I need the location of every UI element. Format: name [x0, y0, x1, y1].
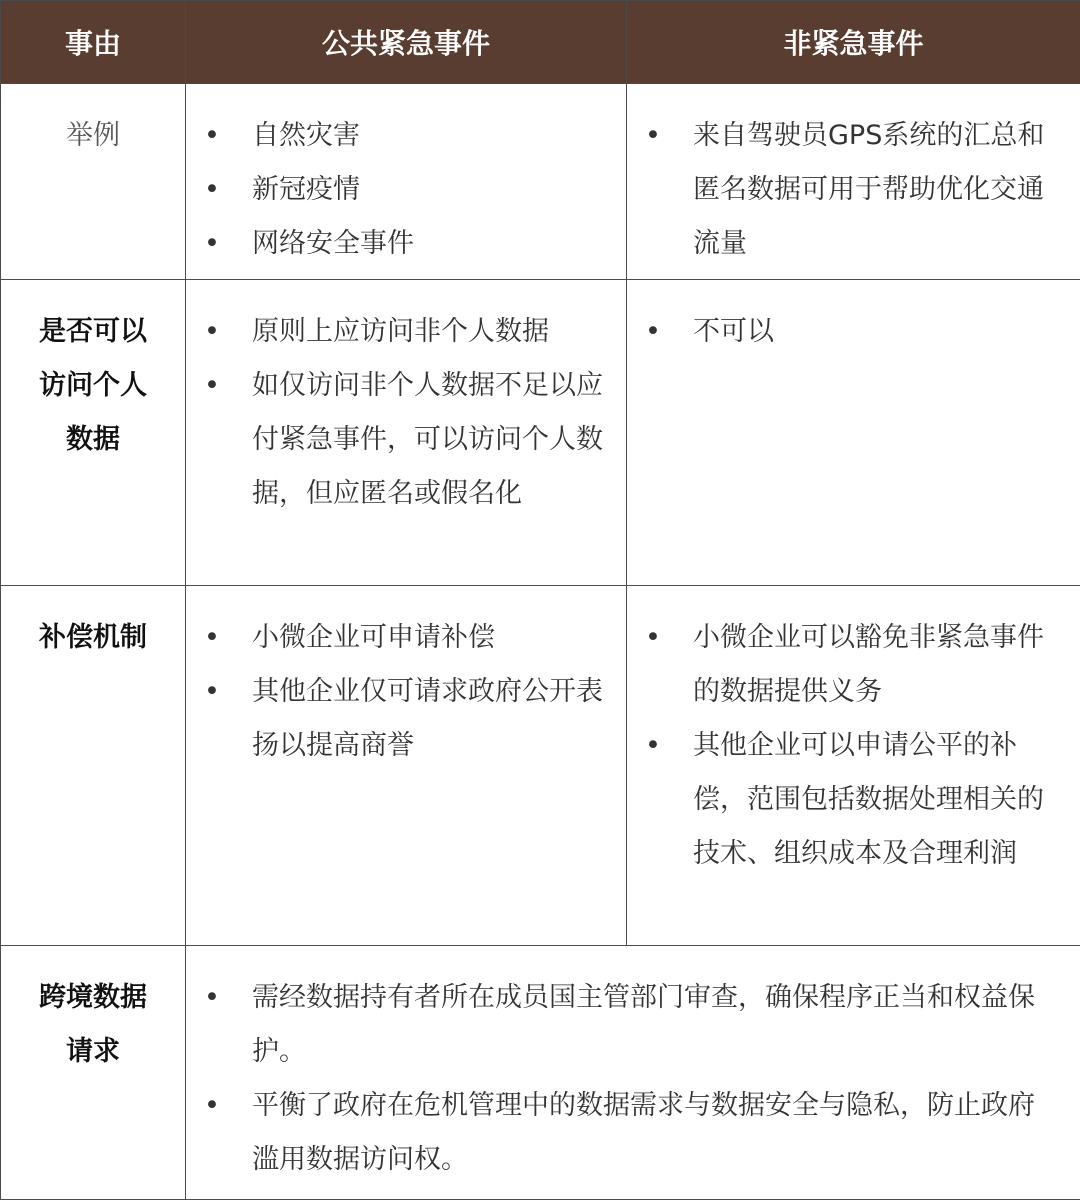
list-item: • 原则上应访问非个人数据	[252, 305, 606, 359]
row-label-compensation	[1, 586, 186, 946]
list-item: • 网络安全事件	[252, 217, 606, 271]
header-cell-reason: 事由	[1, 1, 186, 84]
header-cell-emergency: 公共紧急事件	[186, 1, 627, 84]
list-item: • 新冠疫情	[252, 163, 606, 217]
list-item: • 来自驾驶员GPS系统的汇总和匿名数据可用于帮助优化交通流量	[693, 109, 1060, 271]
header-cell-non-emergency: 非紧急事件	[627, 1, 1080, 84]
list-compensation-non-emergency	[627, 586, 1080, 881]
cell-compensation-emergency	[186, 586, 627, 946]
cell-personal-data-non-emergency	[627, 280, 1080, 586]
row-cross-border	[1, 946, 1080, 1200]
list-cross-border	[186, 946, 1080, 1187]
header-row	[1, 1, 1080, 84]
list-compensation-emergency	[186, 586, 626, 773]
list-personal-data-emergency	[186, 280, 626, 521]
cell-personal-data-emergency	[186, 280, 627, 586]
list-examples-non-emergency	[627, 84, 1080, 271]
list-item: • 其他企业可以申请公平的补偿，范围包括数据处理相关的技术、组织成本及合理利润	[693, 719, 1060, 881]
row-examples	[1, 84, 1080, 280]
row-label-cross-border	[1, 946, 186, 1200]
list-item: • 如仅访问非个人数据不足以应付紧急事件，可以访问个人数据，但应匿名或假名化	[252, 359, 606, 521]
row-label-examples	[1, 84, 186, 280]
row-compensation	[1, 586, 1080, 946]
list-item: • 小微企业可申请补偿	[252, 611, 606, 665]
row-personal-data	[1, 280, 1080, 586]
row-label-personal-data	[1, 280, 186, 586]
cell-examples-non-emergency	[627, 84, 1080, 280]
cell-examples-emergency	[186, 84, 627, 280]
list-personal-data-non-emergency	[627, 280, 1080, 359]
cell-cross-border	[186, 946, 1080, 1200]
list-item: • 不可以	[693, 305, 1060, 359]
row-label-text: 跨境数据请求	[28, 971, 158, 1079]
list-item: • 平衡了政府在危机管理中的数据需求与数据安全与隐私，防止政府滥用数据访问权。	[252, 1079, 1046, 1187]
list-item: • 小微企业可以豁免非紧急事件的数据提供义务	[693, 611, 1060, 719]
list-item: • 自然灾害	[252, 109, 606, 163]
row-label-text: 补偿机制	[28, 611, 158, 665]
list-item: • 其他企业仅可请求政府公开表扬以提高商誉	[252, 665, 606, 773]
list-examples-emergency	[186, 84, 626, 271]
list-item: • 需经数据持有者所在成员国主管部门审查，确保程序正当和权益保护。	[252, 971, 1046, 1079]
row-label-text: 是否可以访问个人数据	[28, 305, 158, 467]
row-label-text: 举例	[28, 109, 158, 163]
cell-compensation-non-emergency	[627, 586, 1080, 946]
